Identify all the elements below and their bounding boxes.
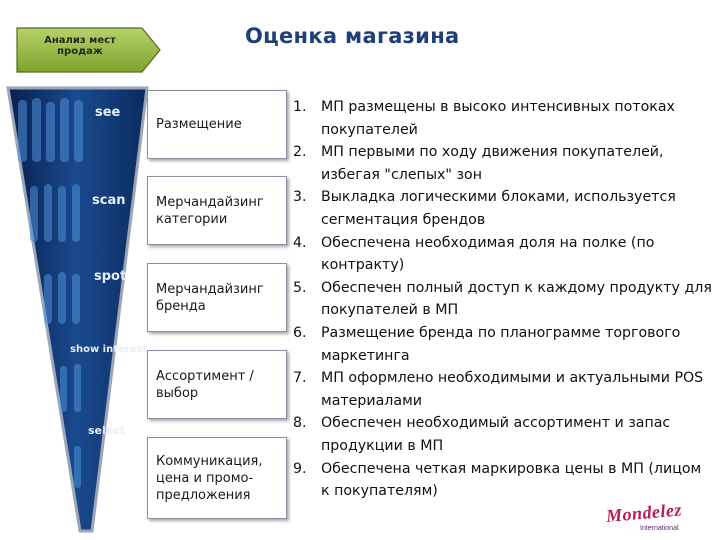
stage-brand-merchandising: [147, 263, 287, 332]
item-number: 2.: [293, 144, 307, 161]
item-number: 9.: [293, 460, 307, 477]
stage-label: Коммуникация, цена и промо- предложения: [156, 453, 263, 503]
list-item: [293, 322, 713, 367]
stage-label: Мерчандайзинг бренда: [156, 281, 264, 314]
list-item: [293, 186, 713, 231]
item-text: МП первыми по ходу движения покупателей, избегая "слепых" зон: [321, 144, 664, 183]
stage-label: Мерчандайзинг категории: [156, 194, 264, 227]
funnel-word-show-interest: show interest: [70, 344, 148, 355]
stage-category-merchandising: [147, 176, 287, 245]
stage-label: Размещение: [156, 117, 242, 132]
item-number: 4.: [293, 234, 307, 251]
list-item: [293, 412, 713, 457]
badge-label: Анализ мест продаж: [44, 35, 116, 57]
item-text: МП оформлено необходимыми и актуальными POS материалами: [321, 370, 704, 409]
item-number: 7.: [293, 370, 307, 387]
item-number: 6.: [293, 324, 307, 341]
funnel-word-see: see: [95, 105, 121, 120]
item-text: Обеспечена необходимая доля на полке (по контракту): [321, 234, 655, 274]
customer-funnel-graphic: [0, 86, 150, 536]
item-number: 3.: [293, 189, 307, 206]
item-number: 1.: [293, 99, 307, 115]
item-text: Обеспечен необходимый ассортимент и запас продукции в МП: [321, 415, 671, 454]
list-item: [293, 277, 713, 322]
page-title: Оценка магазина: [245, 24, 460, 48]
funnel-word-scan: scan: [92, 193, 126, 208]
list-item: [293, 367, 713, 412]
item-text: Обеспечена четкая маркировка цены в МП (лицом к покупателям): [321, 460, 702, 500]
funnel-word-spot: spot: [94, 269, 127, 284]
list-item: [293, 141, 713, 186]
item-text: МП размещены в высоко интенсивных потоках покупателей: [321, 99, 675, 138]
item-text: Обеспечен полный доступ к каждому продукту для покупателей в МП: [321, 279, 712, 319]
item-number: 8.: [293, 415, 307, 432]
item-text: Выкладка логическими блоками, используется сегментация брендов: [321, 189, 676, 228]
item-text: Размещение бренда по планограмме торгового маркетинга: [321, 324, 681, 364]
brand-logo-subtitle: International: [640, 525, 679, 532]
stage-assortment: [147, 350, 287, 419]
list-item: [293, 96, 713, 141]
stage-communication: [147, 437, 287, 519]
item-number: 5.: [293, 279, 307, 296]
list-item: [293, 232, 713, 277]
stage-label: Ассортимент / выбор: [156, 368, 254, 401]
evaluation-checklist: [293, 96, 713, 503]
funnel-word-select: select: [88, 424, 126, 437]
brand-logo: Mondelez: [605, 499, 683, 527]
stage-placement: [147, 90, 287, 159]
list-item: [293, 458, 713, 503]
